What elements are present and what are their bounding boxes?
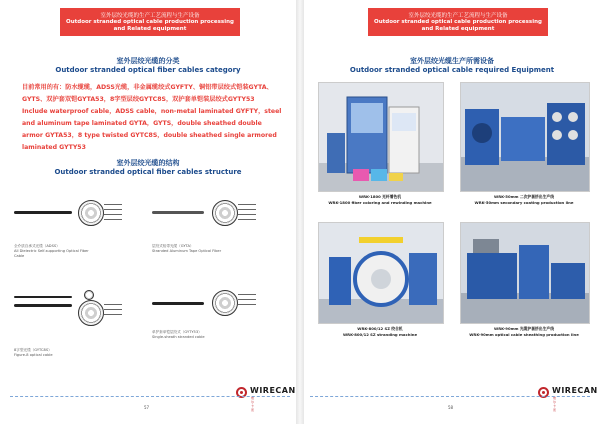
cable-cross-section [212,200,238,226]
left-banner-en: Outdoor stranded optical cable production processing and Related equipment [66,19,234,32]
coating-line-illustration [461,83,589,191]
cable-side-view [152,211,204,214]
cable-caption-4: 单护套单铠层绞式（GYTY53） Single-sheath stranded cable [152,330,205,339]
sheathing-line-illustration [461,223,589,323]
left-page [0,0,296,424]
left-banner-cn: 室外层绞光缆的生产工艺流程与生产设备 [100,13,200,19]
right-banner [368,8,548,36]
right-banner-cn: 室外层绞光缆的生产工艺流程与生产设备 [408,13,508,19]
photo-coloring-machine [318,82,444,192]
machine-3-cn: WRK-800/12 SZ 绞合机 [357,326,403,331]
machine-3-en: WRK-800/12 SZ stranding machine [342,331,418,337]
photo-secondary-coating-line [460,82,590,192]
left-banner [60,8,240,36]
page-number: 57 [144,405,150,410]
category-body-cn: 目前常用的有：防水缆缆，ADSS光缆，非金属缆绞式GYFTY、铜铝带层绞式铠装GYTA、GYTS、双护套双铠GYTA53，8字型层绞GYTC8S，双护套单铠装层绞式GYTY53 [22,84,273,103]
cable-caption-2: 层绞式铝带光缆（GYTA） Stranded Aluminum Tape Optical Fiber [152,244,222,253]
machine-1-cn: WRK-1800 光纤着色机 [358,194,402,199]
footer-divider [10,396,290,397]
cable-side-view [14,304,72,307]
logo-subtitle: 维尔卡恩 [251,396,256,412]
cable-side-view [14,211,72,214]
footer-divider [310,396,590,397]
cable-diagram-adss [14,200,144,250]
cable-diagram-gyta [152,200,282,250]
right-banner-en: Outdoor stranded optical cable production processing and Related equipment [374,19,542,32]
page-number: 58 [448,405,454,410]
category-body-en: Include waterproof cable，ADSS cable，non-metal laminated GYFTY，steel and aluminum tape laminated GYTA，GYTS，double sheathed double armor GYTA53，8 type twisted GYTC8S，double sheathed single armored laminated GYTY53 [22,108,282,151]
logo-wordmark: WIRECAN [552,386,598,395]
machine-caption-3 [325,326,435,337]
category-title [0,56,296,74]
category-title-cn: 室外层绞光缆的分类 [116,57,180,65]
cable-diagram-gytc8s [14,290,144,345]
equipment-title-cn: 室外层绞光缆生产所需设备 [410,57,494,65]
photo-sz-stranding-machine [318,222,444,324]
cable-cross-section [212,290,238,316]
cable-caption-3: 8字型光缆（GYTC8S） Figure-8 optical cable [14,348,53,357]
structure-title [0,158,296,176]
machine-2-cn: WRK-50mm 二次护套挤出生产线 [494,194,554,199]
right-page [304,0,600,424]
logo-subtitle: 维尔卡恩 [553,396,558,412]
stranding-machine-illustration [319,223,443,323]
machine-1-en: WRK-1800 fiber coloring and rewinding machine [328,199,432,205]
logo-wordmark: WIRECAN [250,386,296,395]
machine-caption-4 [469,326,579,337]
machine-2-en: WRK-50mm secondary coating production line [474,199,574,205]
category-title-en: Outdoor stranded optical fiber cables category [55,66,241,74]
machine-caption-2 [469,194,579,205]
equipment-title [304,56,600,74]
cable-cross-section [78,300,104,326]
coloring-machine-illustration [319,83,443,191]
structure-title-en: Outdoor stranded optical fiber cables structure [54,168,242,176]
equipment-title-en: Outdoor stranded optical cable required Equipment [349,66,555,74]
photo-sheathing-line [460,222,590,324]
machine-4-cn: WRK-90mm 光缆护套挤出生产线 [494,326,554,331]
cable-cross-section [78,200,104,226]
cable-messenger-wire [14,296,72,298]
cable-side-view [152,302,204,305]
cable-caption-1: 全介质自承式光缆（ADSS） All Dielectric Self-supporting Optical Fiber Cable [14,244,89,258]
machine-caption-1 [325,194,435,205]
machine-4-en: WRK-90mm optical cable sheathing production line [469,331,579,337]
category-body [22,82,284,154]
messenger-cross-section [84,290,94,300]
structure-title-cn: 室外层绞光缆的结构 [116,159,180,167]
page-gutter [296,0,304,424]
